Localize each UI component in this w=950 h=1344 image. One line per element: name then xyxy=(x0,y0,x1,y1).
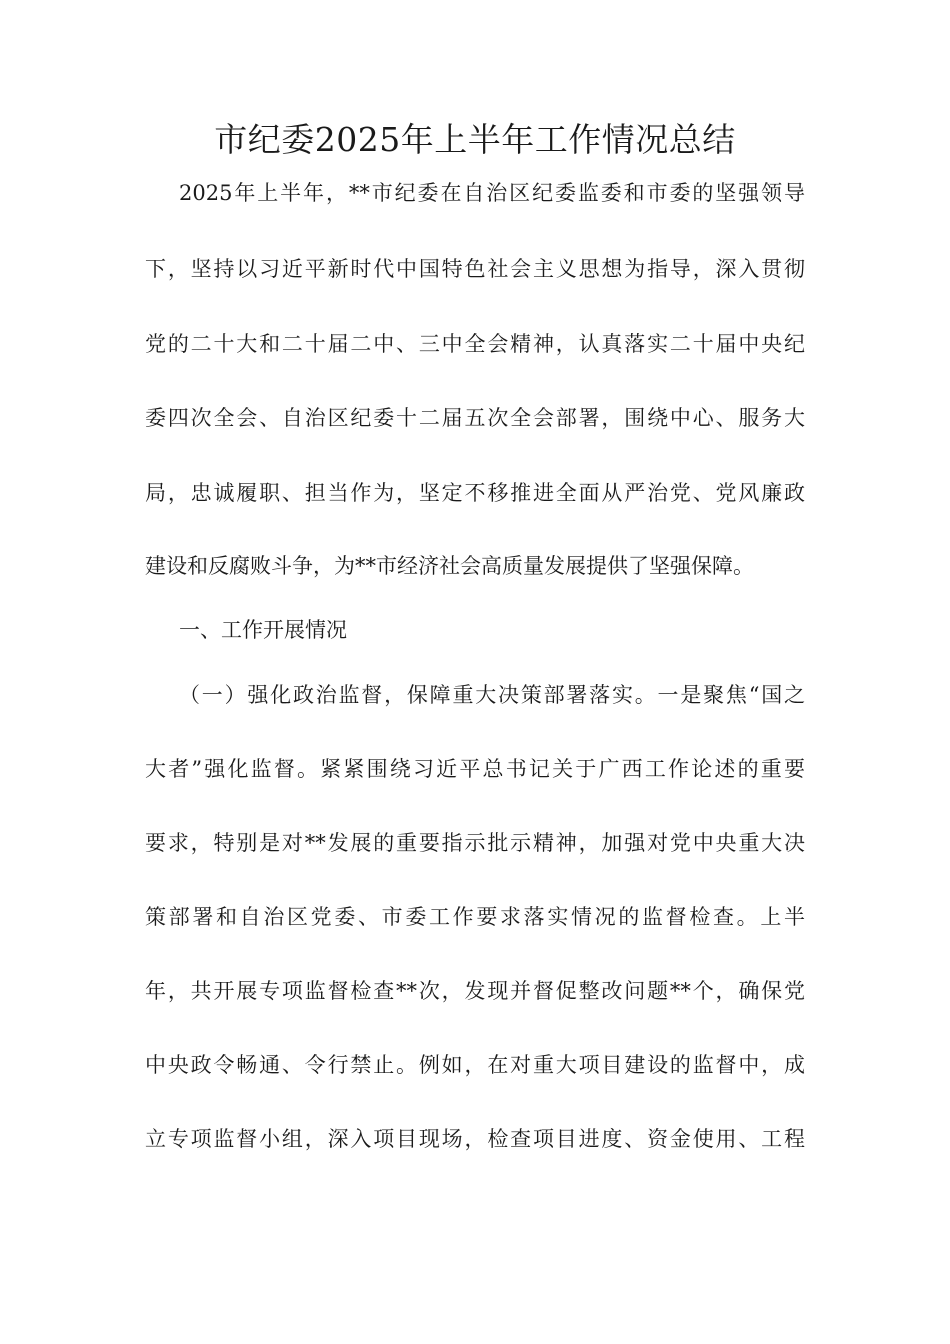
paragraph-line: 立专项监督小组，深入项目现场，检查项目进度、资金使用、工程 xyxy=(145,1127,805,1151)
paragraph-line: 中央政令畅通、令行禁止。例如，在对重大项目建设的监督中，成 xyxy=(145,1053,805,1077)
paragraph-line: 要求，特别是对**发展的重要指示批示精神，加强对党中央重大决 xyxy=(145,831,805,855)
paragraph-line: 大者”强化监督。紧紧围绕习近平总书记关于广西工作论述的重要 xyxy=(145,757,805,781)
paragraph-line: 局，忠诚履职、担当作为，坚定不移推进全面从严治党、党风廉政 xyxy=(145,481,805,505)
paragraph-line: （一）强化政治监督，保障重大决策部署落实。一是聚焦“国之 xyxy=(179,683,805,707)
paragraph-line: 年，共开展专项监督检查**次，发现并督促整改问题**个，确保党 xyxy=(145,979,805,1003)
paragraph-line: 策部署和自治区党委、市委工作要求落实情况的监督检查。上半 xyxy=(145,905,805,929)
section-heading: 一、工作开展情况 xyxy=(179,618,347,642)
paragraph-line: 下，坚持以习近平新时代中国特色社会主义思想为指导，深入贯彻 xyxy=(145,257,805,281)
paragraph-line: 建设和反腐败斗争，为**市经济社会高质量发展提供了坚强保障。 xyxy=(145,554,754,578)
paragraph-line: 委四次全会、自治区纪委十二届五次全会部署，围绕中心、服务大 xyxy=(145,406,805,430)
paragraph-line: 党的二十大和二十届二中、三中全会精神，认真落实二十届中央纪 xyxy=(145,332,805,356)
document-title: 市纪委2025年上半年工作情况总结 xyxy=(214,120,736,159)
paragraph-line: 2025年上半年，**市纪委在自治区纪委监委和市委的坚强领导 xyxy=(179,181,805,205)
